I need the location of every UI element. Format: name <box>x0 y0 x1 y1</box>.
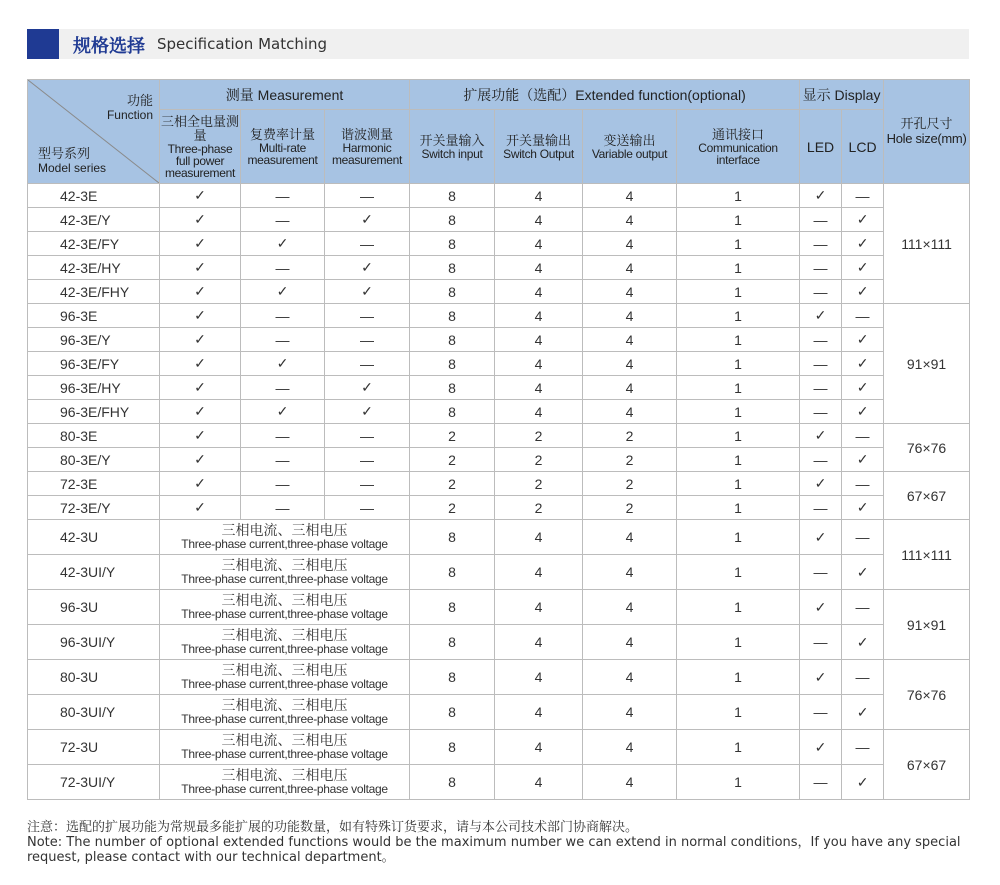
switch-output-cell: 4 <box>495 328 583 352</box>
led-cell: — <box>800 765 842 800</box>
footnote-cn: 注意：选配的扩展功能为常规最多能扩展的功能数量，如有特殊订货要求，请与本公司技术部门协商解决。 <box>27 820 639 835</box>
multirate-cell: — <box>241 208 325 232</box>
multirate-cell: ✓ <box>241 352 325 376</box>
lcd-cell: ✓ <box>842 376 884 400</box>
merged-measurement-cell <box>160 730 410 765</box>
header-lcd: LCD <box>842 110 884 184</box>
switch-output-cell: 4 <box>495 304 583 328</box>
header-function-en: Function <box>106 108 153 122</box>
model-cell: 96-3E/FHY <box>28 400 160 424</box>
switch-output-cell: 4 <box>495 184 583 208</box>
footnote-en: Note: The number of optional extended functions would be the maximum number we can extend in normal conditions，If you have any special request, please contact with our technical department。 <box>27 835 961 865</box>
table-row <box>28 555 970 590</box>
harmonic-cell: — <box>325 304 410 328</box>
merged-measurement-cell <box>160 520 410 555</box>
lcd-cell: ✓ <box>842 765 884 800</box>
switch-input-cell: 8 <box>410 184 495 208</box>
three-phase-cell: ✓ <box>160 184 241 208</box>
model-cell: 96-3E/FY <box>28 352 160 376</box>
multirate-cell: — <box>241 448 325 472</box>
switch-output-cell: 2 <box>495 448 583 472</box>
switch-output-cell: 4 <box>495 280 583 304</box>
model-cell: 42-3U <box>28 520 160 555</box>
section-title-bar <box>27 29 969 59</box>
table-row <box>28 765 970 800</box>
header-display: 显示 Display <box>800 80 884 110</box>
harmonic-cell: — <box>325 232 410 256</box>
model-cell: 42-3E/FY <box>28 232 160 256</box>
header-switch-output: 开关量输出 Switch Output <box>495 110 583 184</box>
multirate-cell: ✓ <box>241 400 325 424</box>
hole-size-cell: 111×111 <box>884 184 970 304</box>
model-cell: 80-3UI/Y <box>28 695 160 730</box>
lcd-cell: — <box>842 520 884 555</box>
lcd-cell: — <box>842 660 884 695</box>
hole-size-cell: 91×91 <box>884 304 970 424</box>
model-cell: 42-3E/FHY <box>28 280 160 304</box>
led-cell: — <box>800 232 842 256</box>
variable-output-cell: 4 <box>583 328 677 352</box>
communication-cell: 1 <box>677 520 800 555</box>
switch-input-cell: 8 <box>410 590 495 625</box>
lcd-cell: ✓ <box>842 695 884 730</box>
led-cell: ✓ <box>800 590 842 625</box>
hole-size-cell: 67×67 <box>884 472 970 520</box>
led-cell: — <box>800 280 842 304</box>
led-cell: — <box>800 496 842 520</box>
merged-measurement-cn: 三相电流、三相电压 <box>221 697 348 713</box>
variable-output-cell: 2 <box>583 472 677 496</box>
variable-output-cell: 4 <box>583 590 677 625</box>
header-measurement: 测量 Measurement <box>160 80 410 110</box>
communication-cell: 1 <box>677 352 800 376</box>
lcd-cell: ✓ <box>842 328 884 352</box>
communication-cell: 1 <box>677 695 800 730</box>
table-row <box>28 695 970 730</box>
led-cell: ✓ <box>800 424 842 448</box>
variable-output-cell: 4 <box>583 256 677 280</box>
lcd-cell: ✓ <box>842 208 884 232</box>
switch-output-cell: 4 <box>495 730 583 765</box>
harmonic-cell: ✓ <box>325 400 410 424</box>
title-accent-square <box>27 29 59 59</box>
three-phase-cell: ✓ <box>160 448 241 472</box>
model-cell: 96-3UI/Y <box>28 625 160 660</box>
hole-size-cell: 111×111 <box>884 520 970 590</box>
header-variable-output: 变送输出 Variable output <box>583 110 677 184</box>
variable-output-cell: 2 <box>583 448 677 472</box>
merged-measurement-en: Three-phase current,three-phase voltage <box>181 607 388 621</box>
model-cell: 72-3UI/Y <box>28 765 160 800</box>
harmonic-cell: — <box>325 352 410 376</box>
communication-cell: 1 <box>677 304 800 328</box>
table-row <box>28 472 970 496</box>
harmonic-cell: ✓ <box>325 256 410 280</box>
led-cell: — <box>800 328 842 352</box>
three-phase-cell: ✓ <box>160 424 241 448</box>
switch-input-cell: 8 <box>410 765 495 800</box>
lcd-cell: — <box>842 424 884 448</box>
led-cell: — <box>800 448 842 472</box>
led-cell: ✓ <box>800 520 842 555</box>
spec-table-body <box>28 184 970 800</box>
merged-measurement-en: Three-phase current,three-phase voltage <box>181 642 388 656</box>
lcd-cell: ✓ <box>842 256 884 280</box>
switch-input-cell: 8 <box>410 352 495 376</box>
merged-measurement-cell <box>160 555 410 590</box>
footnote <box>27 820 972 865</box>
lcd-cell: — <box>842 472 884 496</box>
lcd-cell: ✓ <box>842 625 884 660</box>
table-row <box>28 208 970 232</box>
communication-cell: 1 <box>677 472 800 496</box>
merged-measurement-cn: 三相电流、三相电压 <box>221 767 348 783</box>
header-switch-input: 开关量输入 Switch input <box>410 110 495 184</box>
merged-measurement-en: Three-phase current,three-phase voltage <box>181 712 388 726</box>
table-row <box>28 376 970 400</box>
model-cell: 72-3E/Y <box>28 496 160 520</box>
model-cell: 72-3E <box>28 472 160 496</box>
merged-measurement-cn: 三相电流、三相电压 <box>221 592 348 608</box>
switch-input-cell: 8 <box>410 695 495 730</box>
lcd-cell: ✓ <box>842 400 884 424</box>
switch-output-cell: 4 <box>495 208 583 232</box>
switch-input-cell: 2 <box>410 472 495 496</box>
switch-input-cell: 8 <box>410 208 495 232</box>
model-cell: 42-3UI/Y <box>28 555 160 590</box>
merged-measurement-en: Three-phase current,three-phase voltage <box>181 572 388 586</box>
lcd-cell: ✓ <box>842 352 884 376</box>
model-cell: 42-3E/HY <box>28 256 160 280</box>
switch-output-cell: 2 <box>495 472 583 496</box>
merged-measurement-cell <box>160 695 410 730</box>
harmonic-cell: — <box>325 472 410 496</box>
multirate-cell: — <box>241 376 325 400</box>
variable-output-cell: 4 <box>583 376 677 400</box>
variable-output-cell: 4 <box>583 184 677 208</box>
switch-output-cell: 2 <box>495 496 583 520</box>
header-model-en: Model series <box>38 161 107 175</box>
model-cell: 80-3U <box>28 660 160 695</box>
switch-output-cell: 4 <box>495 232 583 256</box>
merged-measurement-cn: 三相电流、三相电压 <box>221 662 348 678</box>
header-extended: 扩展功能（选配）Extended function(optional) <box>410 80 800 110</box>
header-three-phase: 三相全电量测量 Three-phase full power measurement <box>160 110 241 184</box>
multirate-cell: — <box>241 496 325 520</box>
switch-output-cell: 4 <box>495 555 583 590</box>
switch-input-cell: 8 <box>410 660 495 695</box>
communication-cell: 1 <box>677 730 800 765</box>
led-cell: — <box>800 208 842 232</box>
switch-input-cell: 8 <box>410 232 495 256</box>
merged-measurement-en: Three-phase current,three-phase voltage <box>181 747 388 761</box>
switch-output-cell: 2 <box>495 424 583 448</box>
table-row <box>28 496 970 520</box>
lcd-cell: — <box>842 184 884 208</box>
communication-cell: 1 <box>677 424 800 448</box>
switch-input-cell: 8 <box>410 376 495 400</box>
model-cell: 72-3U <box>28 730 160 765</box>
multirate-cell: — <box>241 256 325 280</box>
switch-output-cell: 4 <box>495 256 583 280</box>
switch-output-cell: 4 <box>495 625 583 660</box>
multirate-cell: — <box>241 472 325 496</box>
spec-table <box>27 79 970 800</box>
lcd-cell: ✓ <box>842 496 884 520</box>
three-phase-cell: ✓ <box>160 376 241 400</box>
hole-size-cell: 67×67 <box>884 730 970 800</box>
communication-cell: 1 <box>677 184 800 208</box>
communication-cell: 1 <box>677 590 800 625</box>
led-cell: ✓ <box>800 304 842 328</box>
variable-output-cell: 4 <box>583 625 677 660</box>
led-cell: ✓ <box>800 660 842 695</box>
three-phase-cell: ✓ <box>160 328 241 352</box>
table-row <box>28 424 970 448</box>
led-cell: — <box>800 625 842 660</box>
lcd-cell: ✓ <box>842 555 884 590</box>
table-row <box>28 400 970 424</box>
communication-cell: 1 <box>677 280 800 304</box>
switch-output-cell: 4 <box>495 520 583 555</box>
model-cell: 80-3E/Y <box>28 448 160 472</box>
merged-measurement-en: Three-phase current,three-phase voltage <box>181 782 388 796</box>
hole-size-cell: 76×76 <box>884 424 970 472</box>
switch-output-cell: 4 <box>495 376 583 400</box>
table-row <box>28 730 970 765</box>
lcd-cell: — <box>842 590 884 625</box>
merged-measurement-cell <box>160 765 410 800</box>
switch-output-cell: 4 <box>495 590 583 625</box>
multirate-cell: — <box>241 328 325 352</box>
communication-cell: 1 <box>677 448 800 472</box>
lcd-cell: — <box>842 304 884 328</box>
merged-measurement-en: Three-phase current,three-phase voltage <box>181 537 388 551</box>
harmonic-cell: ✓ <box>325 280 410 304</box>
table-row <box>28 304 970 328</box>
table-row <box>28 520 970 555</box>
communication-cell: 1 <box>677 660 800 695</box>
harmonic-cell: — <box>325 184 410 208</box>
lcd-cell: — <box>842 730 884 765</box>
variable-output-cell: 4 <box>583 520 677 555</box>
merged-measurement-cn: 三相电流、三相电压 <box>221 522 348 538</box>
harmonic-cell: ✓ <box>325 208 410 232</box>
led-cell: — <box>800 400 842 424</box>
led-cell: ✓ <box>800 472 842 496</box>
communication-cell: 1 <box>677 496 800 520</box>
table-row <box>28 256 970 280</box>
variable-output-cell: 2 <box>583 424 677 448</box>
switch-input-cell: 8 <box>410 280 495 304</box>
three-phase-cell: ✓ <box>160 352 241 376</box>
lcd-cell: ✓ <box>842 280 884 304</box>
three-phase-cell: ✓ <box>160 472 241 496</box>
table-row <box>28 660 970 695</box>
communication-cell: 1 <box>677 232 800 256</box>
multirate-cell: — <box>241 184 325 208</box>
table-row <box>28 590 970 625</box>
multirate-cell: — <box>241 304 325 328</box>
switch-output-cell: 4 <box>495 765 583 800</box>
variable-output-cell: 4 <box>583 765 677 800</box>
harmonic-cell: — <box>325 496 410 520</box>
hole-size-cell: 76×76 <box>884 660 970 730</box>
switch-input-cell: 8 <box>410 730 495 765</box>
three-phase-cell: ✓ <box>160 280 241 304</box>
model-cell: 96-3E/HY <box>28 376 160 400</box>
switch-input-cell: 8 <box>410 304 495 328</box>
three-phase-cell: ✓ <box>160 232 241 256</box>
switch-input-cell: 2 <box>410 424 495 448</box>
multirate-cell: ✓ <box>241 232 325 256</box>
switch-output-cell: 4 <box>495 400 583 424</box>
communication-cell: 1 <box>677 765 800 800</box>
harmonic-cell: — <box>325 424 410 448</box>
lcd-cell: ✓ <box>842 448 884 472</box>
communication-cell: 1 <box>677 328 800 352</box>
led-cell: — <box>800 256 842 280</box>
variable-output-cell: 4 <box>583 208 677 232</box>
three-phase-cell: ✓ <box>160 400 241 424</box>
communication-cell: 1 <box>677 208 800 232</box>
led-cell: — <box>800 352 842 376</box>
table-row <box>28 352 970 376</box>
merged-measurement-en: Three-phase current,three-phase voltage <box>181 677 388 691</box>
communication-cell: 1 <box>677 400 800 424</box>
switch-input-cell: 8 <box>410 625 495 660</box>
merged-measurement-cell <box>160 590 410 625</box>
variable-output-cell: 4 <box>583 232 677 256</box>
header-function-cn: 功能 <box>126 93 153 108</box>
harmonic-cell: — <box>325 328 410 352</box>
table-row <box>28 280 970 304</box>
merged-measurement-cell <box>160 625 410 660</box>
model-cell: 96-3U <box>28 590 160 625</box>
header-multirate: 复费率计量 Multi-rate measurement <box>241 110 325 184</box>
model-cell: 42-3E <box>28 184 160 208</box>
variable-output-cell: 2 <box>583 496 677 520</box>
three-phase-cell: ✓ <box>160 256 241 280</box>
table-row <box>28 625 970 660</box>
multirate-cell: ✓ <box>241 280 325 304</box>
switch-output-cell: 4 <box>495 660 583 695</box>
variable-output-cell: 4 <box>583 400 677 424</box>
variable-output-cell: 4 <box>583 730 677 765</box>
led-cell: — <box>800 695 842 730</box>
communication-cell: 1 <box>677 376 800 400</box>
harmonic-cell: — <box>325 448 410 472</box>
communication-cell: 1 <box>677 625 800 660</box>
switch-input-cell: 2 <box>410 496 495 520</box>
communication-cell: 1 <box>677 555 800 590</box>
table-row <box>28 232 970 256</box>
switch-input-cell: 8 <box>410 256 495 280</box>
table-row <box>28 184 970 208</box>
header-led: LED <box>800 110 842 184</box>
three-phase-cell: ✓ <box>160 208 241 232</box>
switch-output-cell: 4 <box>495 352 583 376</box>
harmonic-cell: ✓ <box>325 376 410 400</box>
model-cell: 80-3E <box>28 424 160 448</box>
model-cell: 96-3E <box>28 304 160 328</box>
header-model-cn: 型号系列 <box>38 146 91 161</box>
table-row <box>28 328 970 352</box>
led-cell: — <box>800 555 842 590</box>
header-harmonic: 谐波测量 Harmonic measurement <box>325 110 410 184</box>
variable-output-cell: 4 <box>583 304 677 328</box>
model-cell: 42-3E/Y <box>28 208 160 232</box>
switch-input-cell: 8 <box>410 555 495 590</box>
hole-size-cell: 91×91 <box>884 590 970 660</box>
header-hole-size: 开孔尺寸 Hole size(mm) <box>884 80 970 184</box>
merged-measurement-cn: 三相电流、三相电压 <box>221 732 348 748</box>
section-title-en: Specification Matching <box>157 35 328 53</box>
switch-input-cell: 8 <box>410 400 495 424</box>
led-cell: ✓ <box>800 730 842 765</box>
communication-cell: 1 <box>677 256 800 280</box>
variable-output-cell: 4 <box>583 280 677 304</box>
variable-output-cell: 4 <box>583 555 677 590</box>
header-communication: 通讯接口 Communication interface <box>677 110 800 184</box>
led-cell: — <box>800 376 842 400</box>
variable-output-cell: 4 <box>583 660 677 695</box>
merged-measurement-cn: 三相电流、三相电压 <box>221 557 348 573</box>
header-diagonal-cell <box>28 80 160 184</box>
merged-measurement-cn: 三相电流、三相电压 <box>221 627 348 643</box>
switch-input-cell: 8 <box>410 520 495 555</box>
three-phase-cell: ✓ <box>160 304 241 328</box>
model-cell: 96-3E/Y <box>28 328 160 352</box>
lcd-cell: ✓ <box>842 232 884 256</box>
table-row <box>28 448 970 472</box>
section-title-cn: 规格选择 <box>73 36 145 57</box>
variable-output-cell: 4 <box>583 695 677 730</box>
switch-output-cell: 4 <box>495 695 583 730</box>
merged-measurement-cell <box>160 660 410 695</box>
led-cell: ✓ <box>800 184 842 208</box>
switch-input-cell: 2 <box>410 448 495 472</box>
variable-output-cell: 4 <box>583 352 677 376</box>
three-phase-cell: ✓ <box>160 496 241 520</box>
multirate-cell: — <box>241 424 325 448</box>
switch-input-cell: 8 <box>410 328 495 352</box>
